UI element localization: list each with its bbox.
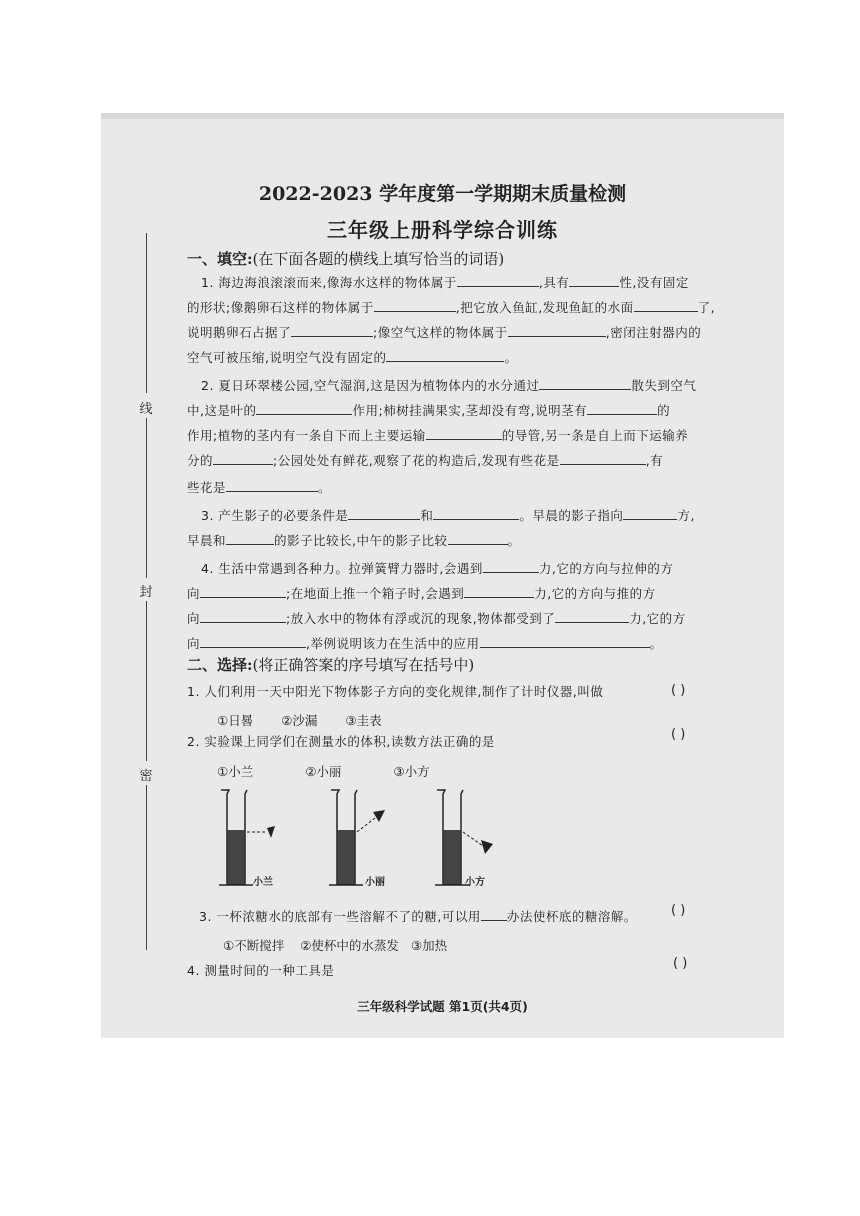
fill-text: 。 bbox=[649, 636, 663, 651]
binding-line-mid bbox=[146, 418, 147, 578]
fill-line-4 bbox=[187, 350, 767, 365]
fill-blank[interactable] bbox=[348, 508, 420, 520]
choice-q3-text-before: 3. 一杯浓糖水的底部有一些溶解不了的糖,可以用 bbox=[199, 909, 481, 924]
answer-paren-q1[interactable]: ( ) bbox=[671, 683, 686, 698]
fill-blank[interactable] bbox=[226, 533, 274, 545]
fill-text: 作用;植物的茎内有一条自下而上主要运输 bbox=[187, 428, 426, 443]
fill-text: ,有 bbox=[645, 453, 664, 468]
fill-blank[interactable] bbox=[483, 561, 539, 573]
fill-text: ;像空气这样的物体属于 bbox=[373, 325, 508, 340]
section2-note: (将正确答案的序号填写在括号中) bbox=[252, 656, 475, 674]
fill-blank[interactable] bbox=[386, 350, 504, 362]
option-q2-1: ①小兰 bbox=[217, 764, 254, 779]
fill-text: 。早晨的影子指向 bbox=[519, 508, 624, 523]
fill-text: 分的 bbox=[187, 453, 214, 468]
option-q1-3: ③圭表 bbox=[345, 713, 382, 728]
fill-line-8 bbox=[187, 453, 767, 468]
fill-text: ;放入水中的物体有浮或沉的现象,物体都受到了 bbox=[286, 611, 556, 626]
fill-text: 3. 产生影子的必要条件是 bbox=[201, 508, 349, 523]
fill-text: 和 bbox=[420, 508, 434, 523]
fill-text: 中,这是叶的 bbox=[187, 403, 257, 418]
fill-text: 。 bbox=[507, 533, 521, 548]
fill-blank[interactable] bbox=[226, 480, 318, 492]
exam-subtitle: 三年级上册科学综合训练 bbox=[327, 218, 558, 242]
option-q2-2: ②小丽 bbox=[305, 764, 342, 779]
fill-blank[interactable] bbox=[256, 403, 352, 415]
fill-text: ;在地面上推一个箱子时,会遇到 bbox=[286, 586, 465, 601]
section2-title: 二、选择: bbox=[187, 656, 253, 674]
fill-text: 空气可被压缩,说明空气没有固定的 bbox=[187, 350, 387, 365]
fill-line-1 bbox=[201, 275, 781, 290]
fill-text: 的导管,另一条是自上而下运输养 bbox=[501, 428, 689, 443]
fill-text: ,把它放入鱼缸,发现鱼缸的水面 bbox=[455, 300, 634, 315]
option-q3-2: ②使杯中的水蒸发 bbox=[300, 938, 399, 953]
fill-blank[interactable] bbox=[213, 453, 273, 465]
answer-paren-q3[interactable]: ( ) bbox=[671, 903, 686, 918]
section1-title: 一、填空: bbox=[187, 250, 253, 268]
fill-line-6 bbox=[187, 403, 767, 418]
fill-blank[interactable] bbox=[464, 586, 534, 598]
fill-blank[interactable] bbox=[569, 275, 619, 287]
choice-q2-text: 2. 实验课上同学们在测量水的体积,读数方法正确的是 bbox=[187, 734, 495, 749]
fill-line-2 bbox=[187, 300, 767, 315]
binding-secret-char: 密 bbox=[139, 769, 153, 784]
fill-line-12 bbox=[201, 561, 781, 576]
binding-line-char: 线 bbox=[139, 402, 153, 417]
option-q1-2: ②沙漏 bbox=[281, 713, 318, 728]
fill-text: ,具有 bbox=[538, 275, 570, 290]
answer-paren-q2[interactable]: ( ) bbox=[671, 727, 686, 742]
fill-text: 向 bbox=[187, 636, 201, 651]
fill-text: 4. 生活中常遇到各种力。拉弹簧臂力器时,会遇到 bbox=[201, 561, 483, 576]
option-q2-3: ③小方 bbox=[393, 764, 430, 779]
fill-text: 向 bbox=[187, 586, 201, 601]
exam-title: 2022-2023 学年度第一学期期末质量检测 bbox=[258, 183, 627, 205]
choice-q3-text-after: 办法使杯底的糖溶解。 bbox=[506, 909, 637, 924]
fill-line-7 bbox=[187, 428, 767, 443]
fill-text: ,密闭注射器内的 bbox=[605, 325, 702, 340]
fill-text: 力,它的方向与推的方 bbox=[534, 586, 656, 601]
fill-text: 力,它的方 bbox=[629, 611, 686, 626]
option-q3-1: ①不断搅拌 bbox=[223, 938, 285, 953]
choice-q4-text: 4. 测量时间的一种工具是 bbox=[187, 963, 335, 978]
fill-blank[interactable] bbox=[426, 428, 502, 440]
fill-text: ,举例说明该力在生活中的应用 bbox=[306, 636, 480, 651]
binding-seal-char: 封 bbox=[139, 585, 153, 600]
fill-line-5 bbox=[201, 378, 781, 393]
fill-blank[interactable] bbox=[560, 453, 646, 465]
fill-blank[interactable] bbox=[200, 611, 286, 623]
fill-blank[interactable] bbox=[555, 611, 629, 623]
fill-text: 的影子比较长,中午的影子比较 bbox=[274, 533, 448, 548]
fill-blank[interactable] bbox=[587, 403, 657, 415]
fill-text: 作用;柿树挂满果实,茎却没有弯,说明茎有 bbox=[352, 403, 588, 418]
fill-text: 。 bbox=[318, 480, 332, 495]
fill-blank[interactable] bbox=[433, 508, 519, 520]
fill-text: 力,它的方向与拉伸的方 bbox=[538, 561, 674, 576]
fill-text: 了, bbox=[697, 300, 716, 315]
choice-q2-options bbox=[217, 762, 454, 780]
page-footer: 三年级科学试题 第1页(共4页) bbox=[357, 999, 528, 1014]
answer-paren-q4[interactable]: ( ) bbox=[673, 956, 688, 971]
section1-heading bbox=[187, 248, 504, 269]
fill-blank[interactable] bbox=[634, 300, 698, 312]
fill-text: 1. 海边海浪滚滚而来,像海水这样的物体属于 bbox=[201, 275, 457, 290]
fill-text: 说明鹅卵石占据了 bbox=[187, 325, 292, 340]
choice-q3-text bbox=[199, 909, 779, 924]
fill-blank[interactable] bbox=[200, 636, 306, 648]
cylinder-label-1: 小兰 bbox=[253, 877, 273, 888]
cylinder-label-2: 小丽 bbox=[365, 877, 385, 888]
choice-q1-options bbox=[217, 711, 406, 729]
fill-blank[interactable] bbox=[448, 533, 508, 545]
fill-blank[interactable] bbox=[623, 508, 677, 520]
fill-blank[interactable] bbox=[374, 300, 456, 312]
fill-line-10 bbox=[201, 508, 781, 523]
fill-text: 些花是 bbox=[187, 480, 227, 495]
binding-line-lower bbox=[146, 601, 147, 761]
fill-line-11 bbox=[187, 533, 767, 548]
exam-sheet bbox=[101, 113, 784, 1038]
fill-text: 的 bbox=[657, 403, 671, 418]
fill-text: 早晨和 bbox=[187, 533, 227, 548]
fill-line-14 bbox=[187, 611, 767, 626]
binding-line-bottom bbox=[146, 785, 147, 950]
fill-text: 的形状;像鹅卵石这样的物体属于 bbox=[187, 300, 374, 315]
fill-blank[interactable] bbox=[457, 275, 539, 287]
fill-line-15 bbox=[187, 636, 767, 651]
option-q3-3: ③加热 bbox=[410, 938, 448, 953]
choice-q3-options bbox=[223, 936, 471, 954]
fill-text: 向 bbox=[187, 611, 201, 626]
section2-heading bbox=[187, 654, 474, 675]
fill-text: 性,没有固定 bbox=[619, 275, 689, 290]
fill-blank[interactable] bbox=[291, 325, 373, 337]
section1-note: (在下面各题的横线上填写恰当的词语) bbox=[252, 250, 505, 268]
fill-line-3 bbox=[187, 325, 767, 340]
fill-blank[interactable] bbox=[480, 636, 650, 648]
fill-text: ;公园处处有鲜花,观察了花的构造后,发现有些花是 bbox=[273, 453, 560, 468]
fill-blank[interactable] bbox=[539, 378, 631, 390]
paper-edge bbox=[101, 113, 784, 119]
fill-line-13 bbox=[187, 586, 767, 601]
fill-text: 方, bbox=[677, 508, 695, 523]
choice-q3-blank[interactable] bbox=[481, 909, 507, 921]
fill-text: 散失到空气 bbox=[631, 378, 697, 393]
fill-text: 。 bbox=[504, 350, 518, 365]
fill-text: 2. 夏日环翠楼公园,空气湿润,这是因为植物体内的水分通过 bbox=[201, 378, 540, 393]
cylinder-label-3: 小方 bbox=[465, 877, 485, 888]
choice-q1-text: 1. 人们利用一天中阳光下物体影子方向的变化规律,制作了计时仪器,叫做 bbox=[187, 684, 604, 699]
fill-line-9 bbox=[187, 480, 767, 495]
fill-blank[interactable] bbox=[508, 325, 606, 337]
binding-line-top bbox=[146, 233, 147, 393]
option-q1-1: ①日晷 bbox=[217, 713, 254, 728]
fill-blank[interactable] bbox=[200, 586, 286, 598]
